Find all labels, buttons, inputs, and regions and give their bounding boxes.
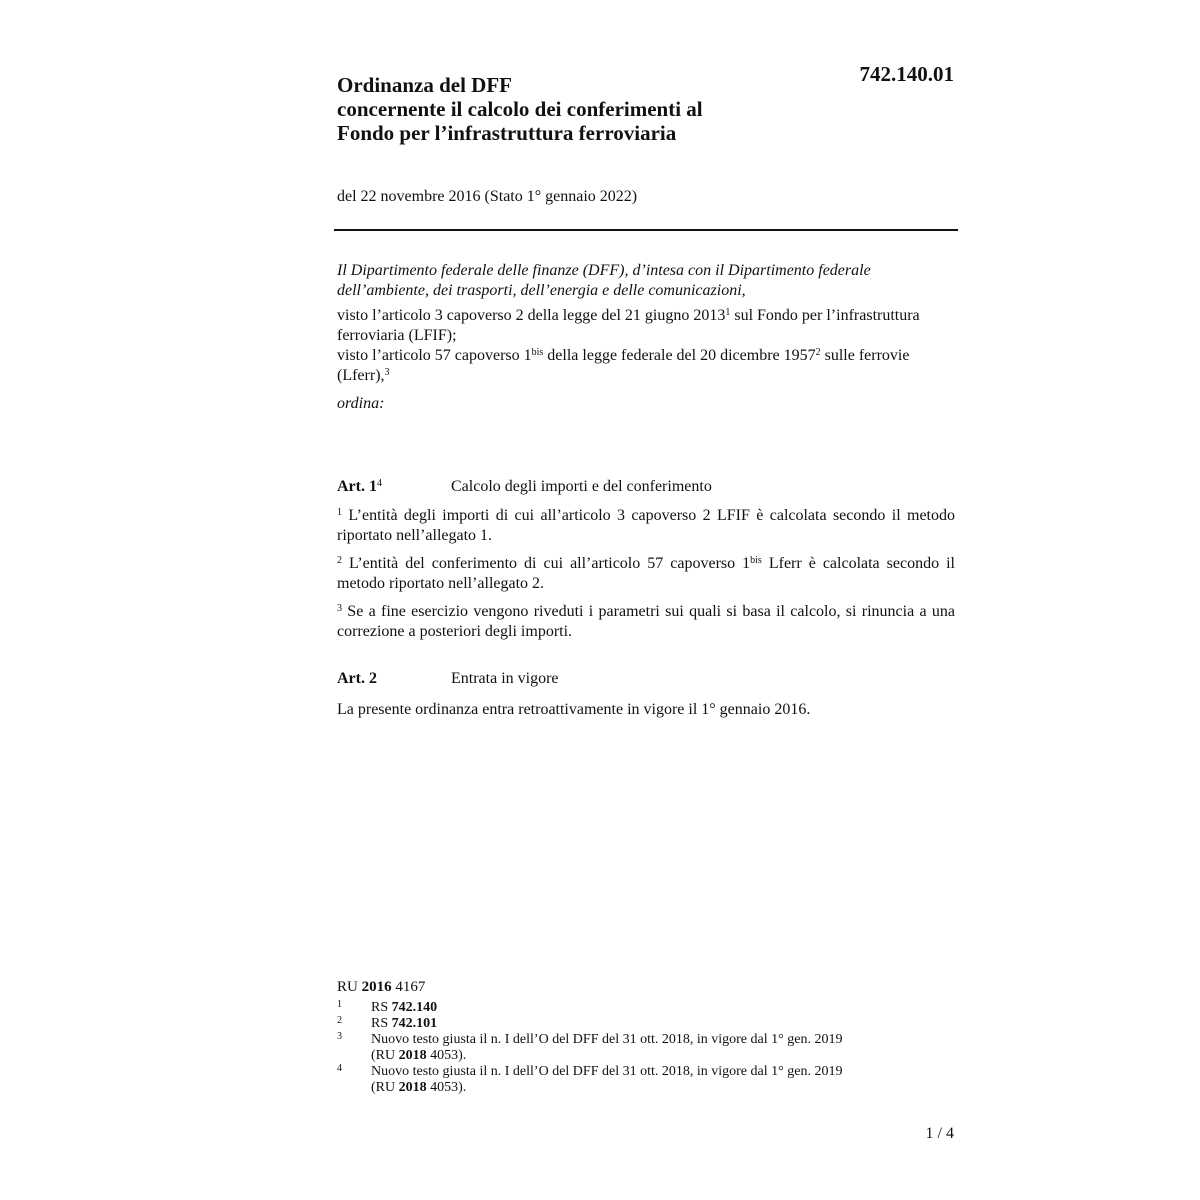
article-number: Art. 2: [337, 670, 377, 687]
footnote-ref[interactable]: 1: [725, 307, 731, 318]
footnote-ref[interactable]: 3: [384, 367, 390, 378]
footnote-ref[interactable]: 4: [376, 478, 382, 489]
page-number: 1 / 4: [925, 1125, 954, 1142]
preamble-visto-1: visto l’articolo 3 capoverso 2 della legge del 21 giugno 2013$^1$ sul Fondo per l’infrastruttura ferroviaria (LFIF);: [337, 307, 920, 344]
divider: [334, 229, 958, 231]
article-1-paragraph-2: $^2$ L’entità del conferimento di cui all’articolo 57 capoverso $1^{bis}$ Lferr è calcolata secondo il metodo riportato nell’allegato 2.: [337, 555, 956, 592]
title-line: Ordinanza del DFF: [337, 73, 513, 97]
sr-number: 742.140.01: [859, 62, 954, 86]
document-title: [337, 73, 817, 145]
article-1-paragraph-3: $^3$ Se a fine esercizio vengono riveduti i parametri sui quali si basa il calcolo, si rinuncia a una correzione a posteriori degli importi.: [337, 603, 955, 640]
article-1-paragraph-1: $^1$ L’entità degli importi di cui all’articolo 3 capoverso 2 LFIF è calcolata secondo il metodo riportato nell’allegato 1.: [337, 507, 955, 544]
article-1-heading: [337, 478, 955, 498]
footnote: 1 RS 742.140: [337, 999, 438, 1015]
footnote: 3 Nuovo testo giusta il n. I dell’O del DFF del 31 ott. 2018, in vigore dal 1° gen. 2019 (RU 2018 4053).: [337, 1031, 843, 1063]
footnote-ref[interactable]: 2: [815, 347, 821, 358]
preamble-visto-2: visto l’articolo 57 capoverso $1^{bis}$ della legge federale del 20 dicembre 1957$^2$ sulle ferrovie (Lferr),$^3$: [337, 347, 910, 384]
article-title: Calcolo degli importi e del conferimento: [451, 478, 712, 495]
article-number: Art. $1^4$: [337, 478, 382, 495]
preamble-ordina: ordina:: [337, 395, 385, 412]
article-2-paragraph: La presente ordinanza entra retroattivamente in vigore il 1° gennaio 2016.: [337, 701, 811, 718]
ru-reference: RU 2016 4167: [337, 979, 426, 995]
date-line: del 22 novembre 2016 (Stato 1° gennaio 2022): [337, 188, 638, 205]
footnote: 2 RS 742.101: [337, 1015, 438, 1031]
title-line: concernente il calcolo dei conferimenti al: [337, 97, 703, 121]
article-2-heading: [337, 670, 955, 690]
article-title: Entrata in vigore: [451, 670, 559, 687]
footnote: 4 Nuovo testo giusta il n. I dell’O del DFF del 31 ott. 2018, in vigore dal 1° gen. 2019 (RU 2018 4053).: [337, 1063, 843, 1095]
preamble-authority: Il Dipartimento federale delle finanze (DFF), d’intesa con il Dipartimento federale dell’ambiente, dei trasporti, dell’energia e delle comunicazioni,: [337, 262, 871, 299]
title-line: Fondo per l’infrastruttura ferroviaria: [337, 121, 677, 145]
